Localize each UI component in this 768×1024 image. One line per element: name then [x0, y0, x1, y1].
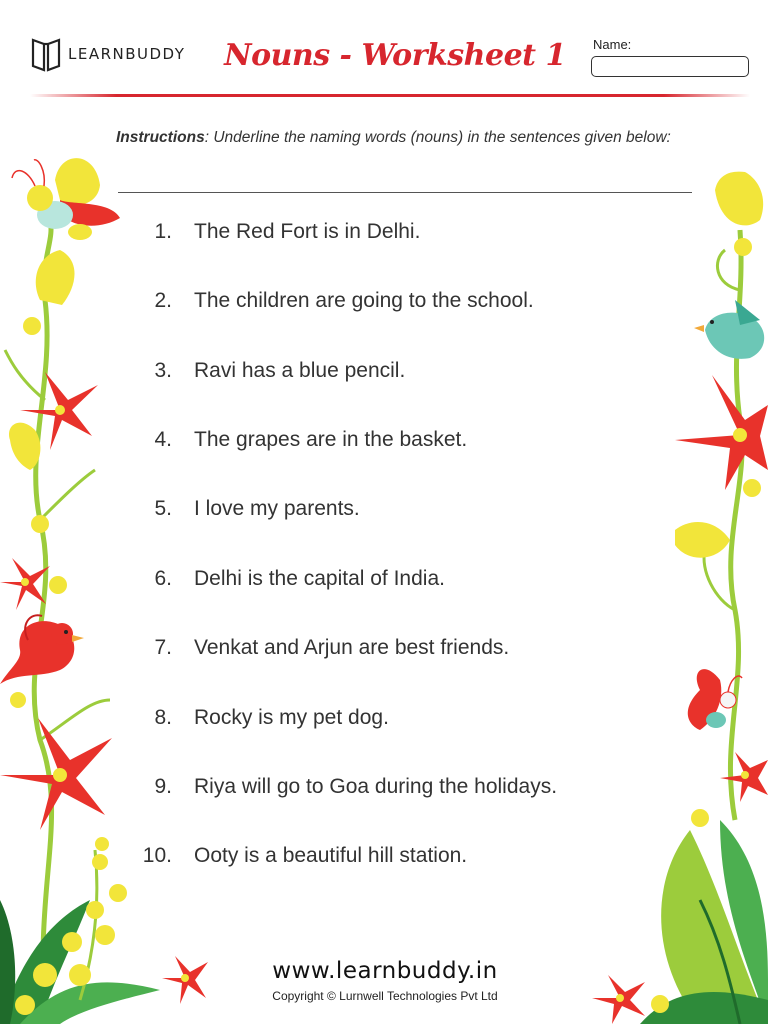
header-divider: [30, 94, 750, 97]
question-text: The grapes are in the basket.: [194, 428, 468, 451]
question-item: [130, 356, 670, 386]
brand-name: LEARNBUDDY: [68, 45, 186, 63]
question-text: Ravi has a blue pencil.: [194, 359, 406, 382]
question-number: 1.: [154, 220, 172, 243]
question-number: 3.: [154, 359, 172, 382]
question-text: I love my parents.: [194, 497, 360, 520]
question-text: Riya will go to Goa during the holidays.: [194, 775, 558, 798]
butterfly-icon: [12, 158, 120, 240]
instructions-divider: [118, 192, 692, 193]
question-text: Ooty is a beautiful hill station.: [194, 844, 468, 867]
question-item: [130, 633, 670, 663]
question-number: 8.: [154, 706, 172, 729]
question-item: [130, 841, 670, 871]
question-number: 7.: [154, 636, 172, 659]
question-text: Rocky is my pet dog.: [194, 706, 389, 729]
worksheet-title: Nouns - Worksheet 1: [224, 38, 566, 73]
question-item: [130, 425, 670, 455]
question-item: [130, 286, 670, 316]
copyright-text: Copyright © Lurnwell Technologies Pvt Ltd: [272, 989, 498, 1003]
question-text: Venkat and Arjun are best friends.: [194, 636, 510, 659]
question-text: Delhi is the capital of India.: [194, 567, 445, 590]
question-number: 6.: [154, 567, 172, 590]
instructions-label: Instructions: [116, 129, 205, 146]
question-number: 5.: [154, 497, 172, 520]
question-item: [130, 564, 670, 594]
question-item: [130, 703, 670, 733]
book-logo-icon: [30, 36, 62, 72]
bird-icon: [694, 300, 764, 359]
question-number: 9.: [154, 775, 172, 798]
question-number: 2.: [154, 289, 172, 312]
question-item: [130, 494, 670, 524]
question-text: The children are going to the school.: [194, 289, 534, 312]
question-item: [130, 217, 670, 247]
question-number: 10.: [142, 844, 172, 867]
bird-icon: [0, 615, 84, 684]
website-link[interactable]: www.learnbuddy.in: [272, 958, 498, 984]
question-number: 4.: [154, 428, 172, 451]
name-label: Name:: [593, 37, 632, 52]
question-item: [130, 772, 670, 802]
instructions-text: : Underline the naming words (nouns) in the sentences given below:: [204, 129, 671, 146]
question-text: The Red Fort is in Delhi.: [194, 220, 421, 243]
instructions: [116, 128, 686, 148]
brand-logo: [30, 36, 185, 72]
name-field[interactable]: [591, 56, 749, 77]
